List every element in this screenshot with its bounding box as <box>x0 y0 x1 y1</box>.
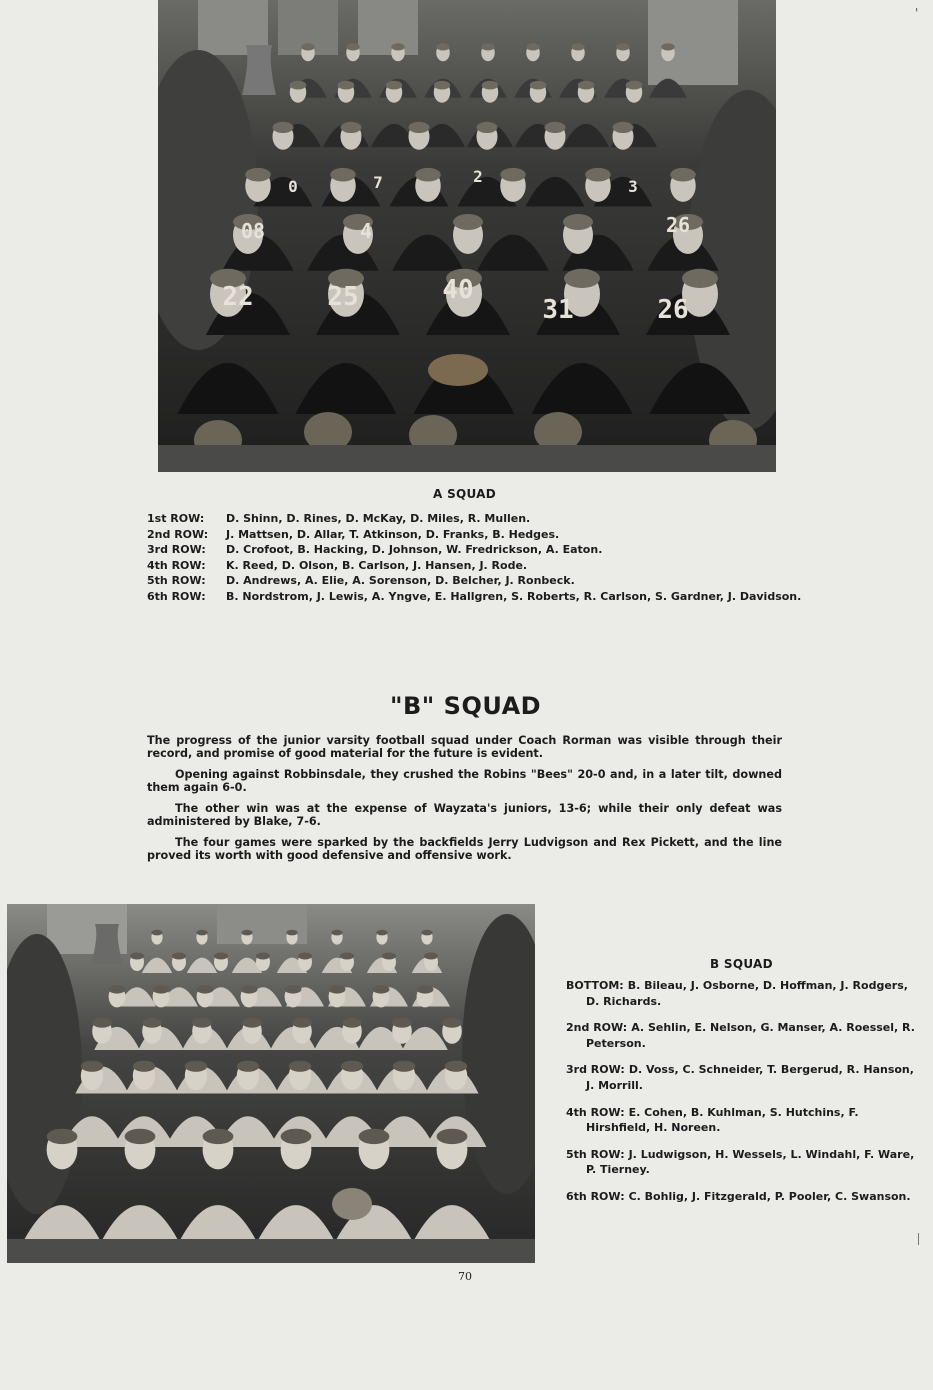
roster-row <box>566 978 924 1009</box>
jersey-number: 31 <box>542 295 574 325</box>
row-names: D. Crofoot, B. Hacking, D. Johnson, W. Fredrickson, A. Eaton. <box>226 543 603 557</box>
roster-row <box>147 527 807 543</box>
jersey-number: 3 <box>628 177 638 196</box>
roster-row <box>147 542 807 558</box>
jersey-number: 08 <box>240 219 266 243</box>
row-names: D. Andrews, A. Elie, A. Sorenson, D. Belcher, J. Ronbeck. <box>226 574 575 588</box>
page-number: 70 <box>458 1270 472 1283</box>
row-label: 2nd ROW: <box>147 527 209 541</box>
a-squad-photo <box>158 0 776 472</box>
roster-row <box>147 511 807 527</box>
a-squad-roster <box>147 511 807 605</box>
jersey-number: 26 <box>665 213 691 237</box>
row-names: C. Bohlig, J. Fitzgerald, P. Pooler, C. Swanson. <box>628 1189 911 1203</box>
jersey-number: 7 <box>373 173 383 192</box>
roster-row <box>147 558 807 574</box>
jersey-number: 0 <box>288 177 298 196</box>
row-names: K. Reed, D. Olson, B. Carlson, J. Hansen, J. Rode. <box>226 558 528 572</box>
jersey-number: 26 <box>657 295 689 325</box>
b-squad-photo-graphic <box>7 904 535 1263</box>
jersey-number: 22 <box>222 282 254 312</box>
row-label: 3rd ROW: <box>566 1063 625 1077</box>
roster-row <box>566 1147 924 1178</box>
row-names: A. Sehlin, E. Nelson, G. Manser, A. Roessel, R. Peterson. <box>586 1021 915 1050</box>
b-squad-roster <box>566 978 924 1216</box>
row-label: 5th ROW: <box>566 1147 625 1161</box>
article-paragraph: Opening against Robbinsdale, they crushed the Robins "Bees" 20-0 and, in a later tilt, downed them again 6-0. <box>147 768 782 794</box>
row-names: J. Mattsen, D. Allar, T. Atkinson, D. Franks, B. Hedges. <box>226 527 560 541</box>
row-names: J. Ludwigson, H. Wessels, L. Windahl, F. Ware, P. Tierney. <box>586 1147 915 1177</box>
jersey-number: 2 <box>473 167 483 186</box>
football-icon <box>428 354 488 386</box>
roster-row <box>147 589 807 605</box>
row-label: 1st ROW: <box>147 512 205 525</box>
a-squad-photo-graphic <box>158 0 776 472</box>
a-squad-caption-title: A SQUAD <box>433 487 497 501</box>
row-label: 2nd ROW: <box>566 1021 628 1035</box>
row-label: 6th ROW: <box>566 1189 625 1203</box>
roster-row <box>566 1062 924 1093</box>
row-names: D. Shinn, D. Rines, D. McKay, D. Miles, R. Mullen. <box>226 512 531 525</box>
jersey-number: 25 <box>327 282 359 312</box>
row-label: 3rd ROW: <box>147 543 206 557</box>
row-label: 6th ROW: <box>147 589 206 603</box>
row-label: 4th ROW: <box>566 1105 625 1119</box>
b-squad-photo <box>7 904 535 1263</box>
helmet-icon <box>332 1188 372 1220</box>
jersey-number: 4 <box>359 219 373 243</box>
row-label: 4th ROW: <box>147 558 206 572</box>
b-squad-heading: "B" SQUAD <box>390 692 542 720</box>
roster-row <box>566 1189 924 1205</box>
article-paragraph: The other win was at the expense of Wayzata's juniors, 13-6; while their only defeat was administered by Blake, 7-6. <box>147 802 782 828</box>
scan-mark <box>918 1233 919 1245</box>
row-names: E. Cohen, B. Kuhlman, S. Hutchins, F. Hirshfield, H. Noreen. <box>586 1105 859 1135</box>
roster-row <box>566 1105 924 1136</box>
article-paragraph: The four games were sparked by the backfields Jerry Ludvigson and Rex Pickett, and the line proved its worth with good defensive and offensive work. <box>147 836 782 862</box>
scan-mark: ' <box>915 6 919 20</box>
row-names: D. Voss, C. Schneider, T. Bergerud, R. Hanson, J. Morrill. <box>586 1063 914 1092</box>
row-names: B. Bileau, J. Osborne, D. Hoffman, J. Rodgers, D. Richards. <box>586 979 908 1008</box>
roster-row <box>147 573 807 589</box>
row-label: 5th ROW: <box>147 574 206 588</box>
row-names: B. Nordstrom, J. Lewis, A. Yngve, E. Hallgren, S. Roberts, R. Carlson, S. Gardner, J. Davidson. <box>226 589 802 603</box>
jersey-number: 40 <box>442 275 474 305</box>
article-paragraph: The progress of the junior varsity football squad under Coach Rorman was visible through their record, and promise of good material for the future is evident. <box>147 734 782 760</box>
roster-row <box>566 1020 924 1051</box>
b-squad-caption-title: B SQUAD <box>710 957 773 971</box>
b-squad-article <box>147 735 782 871</box>
row-label: BOTTOM: <box>566 979 624 992</box>
